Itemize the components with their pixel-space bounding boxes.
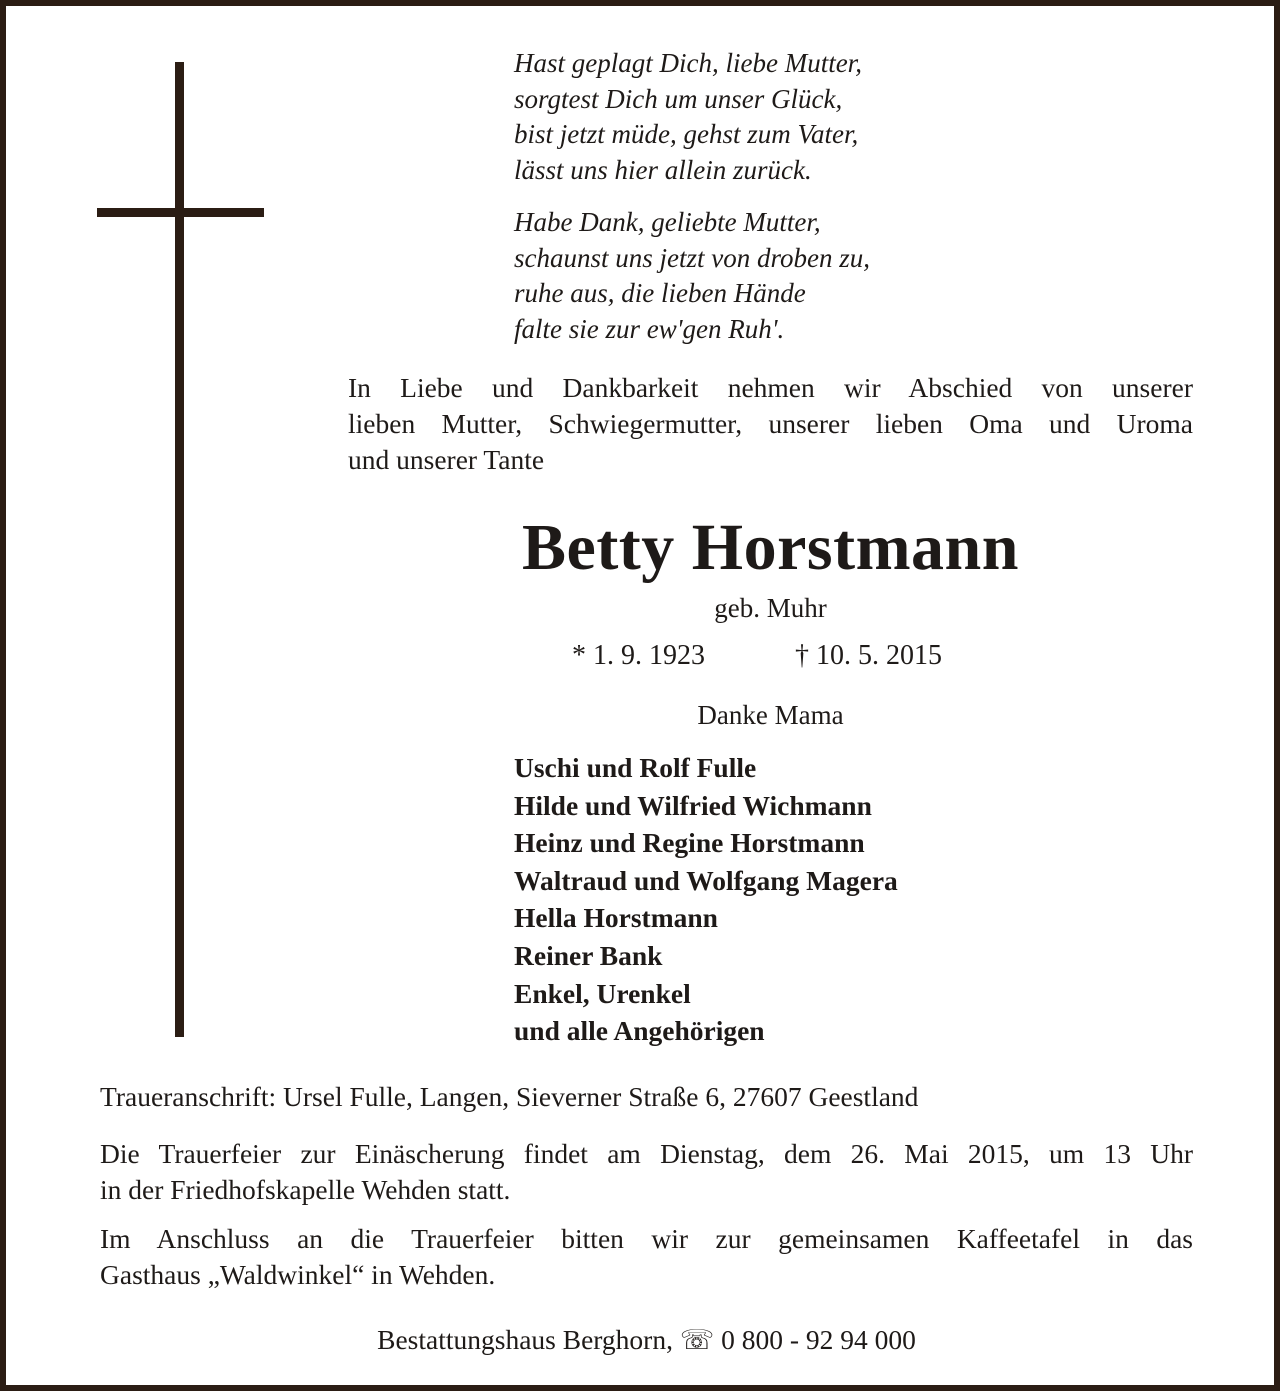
deceased-name: Betty Horstmann (522, 511, 1019, 584)
mourner: Heinz und Regine Horstmann (514, 827, 865, 859)
ceremony-line: Die Trauerfeier zur Einäscherung findet am Dienstag, dem 26. Mai 2015, um 13 Uhr (100, 1138, 1193, 1169)
mourner: Hella Horstmann (514, 902, 718, 934)
ceremony-line: in der Friedhofskapelle Wehden statt. (100, 1174, 511, 1205)
poem-stanza-1 (514, 46, 862, 188)
poem-line: schaunst uns jetzt von droben zu, (514, 242, 870, 273)
intro-line: und unserer Tante (348, 444, 545, 475)
intro-line: lieben Mutter, Schwiegermutter, unserer lieben Oma und Uroma (348, 408, 1193, 439)
birth-date: * 1. 9. 1923 (572, 640, 705, 671)
poem-line: bist jetzt müde, gehst zum Vater, (514, 119, 859, 149)
mourner: Enkel, Urenkel (514, 977, 691, 1009)
death-date: † 10. 5. 2015 (795, 640, 942, 671)
funeral-home-footer: Bestattungshaus Berghorn, ☏ 0 800 - 92 94 000 (377, 1324, 916, 1355)
mourning-address (100, 1079, 1193, 1115)
mourner: Hilde und Wilfried Wichmann (514, 789, 872, 821)
poem-line: Habe Dank, geliebte Mutter, (514, 207, 821, 237)
intro-line: In Liebe und Dankbarkeit nehmen wir Abschied von unserer (348, 372, 1193, 403)
poem-line: lässt uns hier allein zurück. (514, 154, 812, 185)
poem-line: ruhe aus, die lieben Hände (514, 278, 806, 308)
thanks-line: Danke Mama (697, 700, 844, 730)
coffee-info (100, 1221, 1193, 1293)
intro-text (348, 370, 1193, 478)
mourner: Reiner Bank (514, 939, 663, 971)
mourner: Waltraud und Wolfgang Magera (514, 864, 898, 896)
mourner: und alle Angehörigen (514, 1015, 765, 1047)
coffee-line: Im Anschluss an die Trauerfeier bitten wir zur gemeinsamen Kaffeetafel in das (100, 1223, 1193, 1254)
mourners-list (514, 749, 898, 1050)
mourner: Uschi und Rolf Fulle (514, 752, 757, 783)
poem-stanza-2 (514, 205, 870, 347)
ceremony-info (100, 1136, 1193, 1208)
poem-line: Hast geplagt Dich, liebe Mutter, (514, 48, 862, 78)
address-line: Traueranschrift: Ursel Fulle, Langen, Sieverner Straße 6, 27607 Geestland (100, 1081, 919, 1112)
cross-icon-bar (97, 208, 264, 217)
maiden-name: geb. Muhr (714, 593, 827, 623)
poem-line: falte sie zur ew'gen Ruh'. (514, 313, 785, 344)
poem-line: sorgtest Dich um unser Glück, (514, 83, 843, 114)
coffee-line: Gasthaus „Waldwinkel“ in Wehden. (100, 1259, 496, 1290)
